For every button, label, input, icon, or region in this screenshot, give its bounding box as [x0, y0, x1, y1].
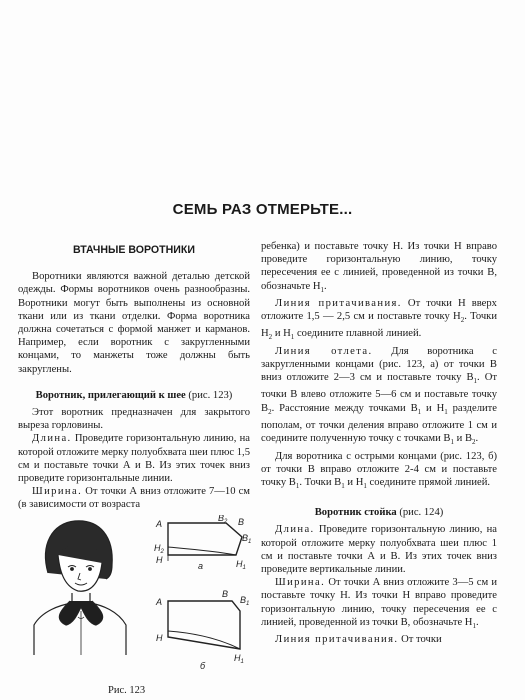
paragraph-continue: ребенка) и поставьте точку Н. Из точки Н вправо проведите горизонтальную линию, точку пересечения ее с линией, проведенной из точки В, обозначьте $Н_1$. — [261, 241, 497, 294]
figure-reference: (рис. 123) — [188, 389, 233, 401]
figure-123 — [30, 515, 252, 675]
label-h1-b: $H_1$ — [234, 653, 244, 665]
section-heading: ВТАЧНЫЕ ВОРОТНИКИ — [73, 244, 195, 256]
paragraph-width-stand: Ширина. От точки А вниз отложите 3—5 см и поставьте точку Н. Из точки Н вправо проведите горизонтальную линию, точку пересечения ее с линией, проведенной из точки В, обозначьте $Н_1$. — [261, 577, 498, 630]
paragraph-intro: Воротники являются важной деталью детской одежды. Формы воротников очень разнообразны. Воротники могут быть выполнены из основной ткани или из ткани отделки. Форма воротника должна сочетаться с формой манжет и карманов. Например, если воротник с закругленными концами, то манжеты тоже должны быть закруглены. — [18, 271, 250, 375]
term-attach-line: Линия притачивания. — [275, 297, 402, 309]
label-h-b: H — [156, 633, 163, 643]
label-h2: $H_2$ — [154, 543, 164, 555]
width-text: От точки А вниз отложите 7—10 см (в зависимости от возраста — [18, 486, 251, 511]
label-b1-b: $B_1$ — [240, 595, 250, 607]
label-b: B — [238, 517, 245, 527]
paragraph-attach-line-stand: Линия притачивания. От точки — [275, 634, 442, 646]
figure-reference-124: (рис. 124) — [399, 507, 444, 519]
label-a: A — [156, 519, 163, 529]
term-width-stand: Ширина. — [275, 577, 326, 589]
pattern-a — [168, 523, 242, 561]
paragraph-length-stand: Длина. Проведите горизонтальную линию, на которой отложите мерку полуобхвата шеи плюс 1 см и поставьте точки А и В. Из этих точек вниз проведите вертикальные линии. — [261, 524, 497, 576]
label-a-b: A — [156, 597, 163, 607]
term-width: Ширина. — [32, 486, 83, 498]
label-h: H — [156, 555, 163, 565]
paragraph-sharp-ends: Для воротника с острыми концами (рис. 123, б) от точки В вправо отложите 2-4 см и поставьте точку $В_1$. Точки $В_1$ и $Н_1$ соедините прямой линией. — [261, 450, 497, 491]
term-attach-line-stand: Линия притачивания. — [275, 634, 399, 646]
label-b2: $B_2$ — [218, 515, 228, 525]
length-text: Проведите горизонтальную линию, на которой отложите мерку полуобхвата шеи плюс 1,5 см и поставьте точки А и В. Из этих точек вниз проведите горизонтальные линии. — [18, 433, 250, 485]
term-length: Длина. — [32, 433, 72, 445]
figure-caption: Рис. 123 — [108, 685, 146, 696]
label-a-small: a — [198, 561, 204, 571]
paragraph-length — [18, 432, 250, 485]
term-fly-line: Линия отлета. — [275, 345, 373, 357]
paragraph-width — [18, 485, 250, 511]
paragraph-purpose: Этот воротник предназначен для закрытого выреза горловины. — [18, 407, 250, 432]
label-h1: $H_1$ — [236, 559, 246, 571]
left-column — [18, 240, 250, 512]
paragraph-fly-line: Линия отлета. Для воротника с закругленными концами (рис. 123, а) от точки В вниз отложите 2—3 см и поставьте точку $В_1$. От точки В влево отложите 5—6 см и поставьте точку $В_2$. Расстояние между точками $В_1$ и $Н_1$ разделите пополам, от точки деления вправо отложите 1 см и соедините полученную точку с точками $В_1$ и $В_2$. — [261, 345, 497, 447]
label-b1: $B_1$ — [242, 533, 252, 545]
right-column — [261, 240, 497, 646]
label-b-b: B — [222, 589, 229, 599]
paragraph-attach-line: Линия притачивания. От точки Н вверх отложите 1,5 — 2,5 см и поставьте точку $Н_2$. Точки $Н_2$ и $Н_1$ соедините плавной линией. — [261, 297, 497, 342]
pattern-b — [168, 601, 240, 649]
girl-illustration — [34, 521, 126, 655]
subsection-title: Воротник, прилегающий к шее — [35, 389, 186, 401]
page-title: СЕМЬ РАЗ ОТМЕРЬТЕ... — [172, 201, 353, 218]
label-b-small: б — [200, 661, 206, 671]
subsection-heading-neck-collar — [18, 389, 250, 402]
term-length-stand: Длина. — [275, 524, 315, 536]
subsection-title-stand: Воротник стойка — [314, 507, 397, 519]
subsection-heading-stand-collar — [261, 506, 497, 519]
